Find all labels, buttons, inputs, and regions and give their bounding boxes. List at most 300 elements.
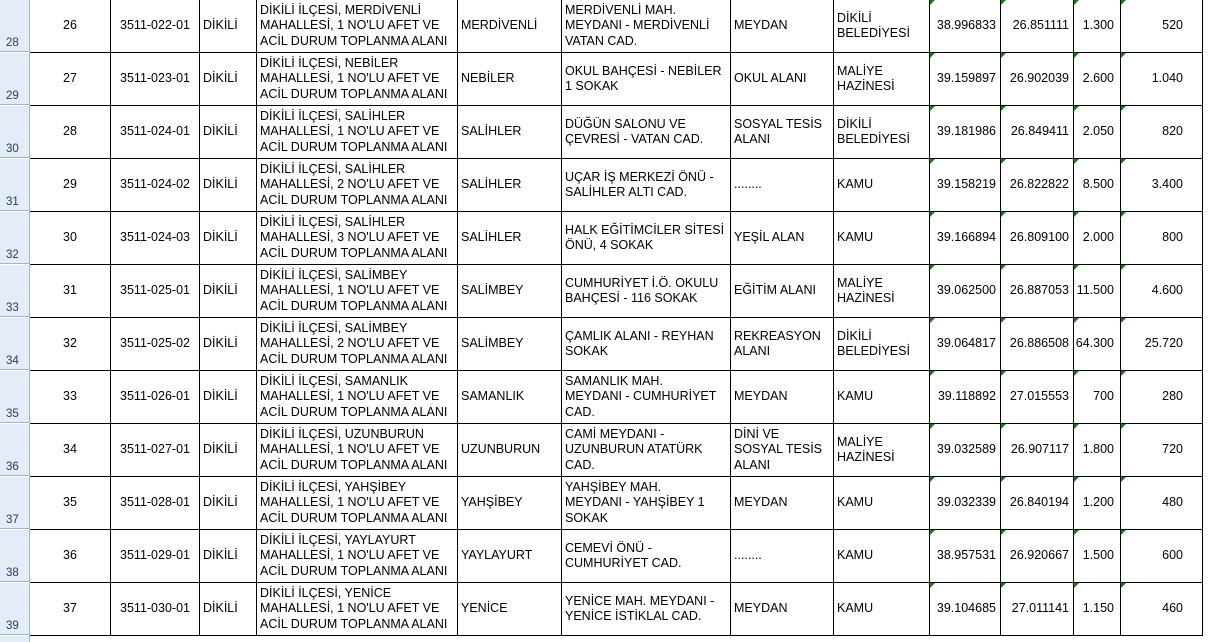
area-size-cell-text: 2.000: [1082, 230, 1114, 245]
neighborhood-cell[interactable]: [458, 371, 562, 424]
neighborhood-cell-text: YAYLAYURT: [461, 548, 533, 563]
number-as-text-indicator-icon: [1074, 265, 1079, 270]
area-name-cell-text: DİKİLİ İLÇESİ, UZUNBURUN MAHALLESİ, 1 NO'LU AFET VE ACİL DURUM TOPLANMA ALANI: [260, 426, 448, 472]
longitude-cell-text: 26.920667: [1009, 548, 1069, 563]
neighborhood-cell[interactable]: [458, 212, 562, 265]
table-row[interactable]: [0, 371, 1209, 424]
area-name-cell-text: DİKİLİ İLÇESİ, SALİMBEY MAHALLESİ, 1 NO'LU AFET VE ACİL DURUM TOPLANMA ALANI: [260, 267, 448, 313]
number-as-text-indicator-icon: [930, 424, 935, 429]
number-as-text-indicator-icon: [1121, 159, 1126, 164]
row-header-label: 33: [6, 302, 19, 314]
area-name-cell[interactable]: [257, 318, 458, 371]
capacity-cell-text: 600: [1162, 548, 1183, 563]
district-cell[interactable]: [200, 583, 257, 636]
longitude-cell[interactable]: [1001, 530, 1074, 583]
row-header[interactable]: [0, 477, 30, 529]
table-row[interactable]: [0, 477, 1209, 530]
row-number-cell[interactable]: [30, 318, 111, 371]
area-name-cell-text: DİKİLİ İLÇESİ, YAYLAYURT MAHALLESİ, 1 NO'LU AFET VE ACİL DURUM TOPLANMA ALANI: [260, 532, 448, 578]
row-header[interactable]: [0, 212, 30, 264]
address-cell[interactable]: [562, 0, 731, 53]
row-number-cell[interactable]: [30, 0, 111, 53]
district-cell-text: DİKİLİ: [203, 548, 238, 563]
row-header[interactable]: [0, 0, 30, 52]
area-name-cell[interactable]: [257, 530, 458, 583]
address-cell[interactable]: [562, 106, 731, 159]
district-cell-text: DİKİLİ: [203, 389, 238, 404]
row-number-cell-text: 26: [63, 18, 77, 33]
area-code-cell-text: 3511-024-01: [120, 124, 190, 139]
capacity-cell[interactable]: [1121, 477, 1203, 530]
district-cell[interactable]: [200, 424, 257, 477]
longitude-cell[interactable]: [1001, 583, 1074, 636]
owner-cell-text: KAMU: [837, 230, 874, 245]
latitude-cell-text: 39.181986: [936, 124, 996, 139]
longitude-cell-text: 26.851111: [1012, 18, 1069, 33]
owner-cell-text: DİKİLİ BELEDİYESİ: [837, 328, 910, 358]
latitude-cell[interactable]: [930, 159, 1001, 212]
owner-cell[interactable]: [834, 106, 930, 159]
capacity-cell-text: 4.600: [1151, 283, 1183, 298]
district-cell-text: DİKİLİ: [203, 601, 238, 616]
address-cell-text: YAHŞİBEY MAH. MEYDANI - YAHŞİBEY 1 SOKAK: [565, 479, 705, 525]
capacity-cell[interactable]: [1121, 159, 1203, 212]
number-as-text-indicator-icon: [930, 53, 935, 58]
district-cell-text: DİKİLİ: [203, 442, 238, 457]
capacity-cell[interactable]: [1121, 424, 1203, 477]
latitude-cell-text: 39.032339: [936, 495, 996, 510]
area-size-cell-text: 1.800: [1082, 442, 1114, 457]
latitude-cell[interactable]: [930, 424, 1001, 477]
area-size-cell[interactable]: [1074, 0, 1121, 53]
table-row[interactable]: [0, 583, 1209, 636]
latitude-cell-text: 39.159897: [936, 71, 996, 86]
row-header[interactable]: [0, 53, 30, 105]
area-type-cell-text: REKREASYON ALANI: [734, 328, 821, 358]
neighborhood-cell[interactable]: [458, 53, 562, 106]
longitude-cell[interactable]: [1001, 477, 1074, 530]
capacity-cell-text: 460: [1162, 601, 1183, 616]
area-type-cell-text: MEYDAN: [734, 18, 788, 33]
row-header-label: 39: [6, 620, 19, 632]
area-code-cell[interactable]: [111, 106, 200, 159]
capacity-cell[interactable]: [1121, 318, 1203, 371]
owner-cell-text: MALİYE HAZİNESİ: [837, 275, 895, 305]
area-code-cell-text: 3511-023-01: [120, 71, 190, 86]
address-cell-text: CAMİ MEYDANI - UZUNBURUN ATATÜRK CAD.: [565, 426, 703, 472]
area-code-cell[interactable]: [111, 371, 200, 424]
neighborhood-cell-text: MERDİVENLİ: [461, 18, 538, 33]
number-as-text-indicator-icon: [1001, 477, 1006, 482]
address-cell[interactable]: [562, 583, 731, 636]
area-code-cell-text: 3511-022-01: [120, 18, 190, 33]
district-cell-text: DİKİLİ: [203, 71, 238, 86]
area-type-cell[interactable]: [731, 371, 834, 424]
row-header[interactable]: [0, 265, 30, 317]
number-as-text-indicator-icon: [1121, 530, 1126, 535]
area-name-cell[interactable]: [257, 159, 458, 212]
area-type-cell[interactable]: [731, 106, 834, 159]
area-name-cell[interactable]: [257, 106, 458, 159]
latitude-cell[interactable]: [930, 318, 1001, 371]
number-as-text-indicator-icon: [1121, 477, 1126, 482]
latitude-cell-text: 38.957531: [936, 548, 996, 563]
address-cell-text: YENİCE MAH. MEYDANI - YENİCE İSTİKLAL CAD.: [565, 593, 715, 623]
neighborhood-cell[interactable]: [458, 583, 562, 636]
row-header-label: 31: [6, 196, 19, 208]
longitude-cell[interactable]: [1001, 424, 1074, 477]
area-name-cell-text: DİKİLİ İLÇESİ, MERDİVENLİ MAHALLESİ, 1 NO'LU AFET VE ACİL DURUM TOPLANMA ALANI: [260, 2, 448, 48]
area-code-cell-text: 3511-026-01: [120, 389, 190, 404]
address-cell[interactable]: [562, 530, 731, 583]
row-header[interactable]: [0, 106, 30, 158]
area-size-cell[interactable]: [1074, 53, 1121, 106]
row-number-cell-text: 36: [63, 548, 77, 563]
capacity-cell[interactable]: [1121, 212, 1203, 265]
area-code-cell[interactable]: [111, 583, 200, 636]
owner-cell[interactable]: [834, 424, 930, 477]
number-as-text-indicator-icon: [1121, 265, 1126, 270]
latitude-cell[interactable]: [930, 212, 1001, 265]
area-code-cell-text: 3511-024-02: [120, 177, 190, 192]
latitude-cell[interactable]: [930, 106, 1001, 159]
number-as-text-indicator-icon: [1001, 424, 1006, 429]
address-cell-text: CUMHURİYET İ.Ö. OKULU BAHÇESİ - 116 SOKAK: [565, 275, 719, 305]
neighborhood-cell-text: SALİHLER: [461, 124, 522, 139]
row-number-cell[interactable]: [30, 371, 111, 424]
area-code-cell[interactable]: [111, 424, 200, 477]
area-code-cell[interactable]: [111, 477, 200, 530]
district-cell-text: DİKİLİ: [203, 283, 238, 298]
row-number-cell-text: 29: [63, 177, 77, 192]
row-number-cell-text: 32: [63, 336, 77, 351]
district-cell[interactable]: [200, 106, 257, 159]
area-type-cell-text: YEŞİL ALAN: [734, 230, 805, 245]
area-code-cell[interactable]: [111, 159, 200, 212]
row-header[interactable]: [0, 636, 30, 642]
table-row[interactable]: [0, 212, 1209, 265]
owner-cell-text: MALİYE HAZİNESİ: [837, 434, 895, 464]
district-cell-text: DİKİLİ: [203, 495, 238, 510]
neighborhood-cell[interactable]: [458, 477, 562, 530]
address-cell[interactable]: [562, 265, 731, 318]
address-cell[interactable]: [562, 159, 731, 212]
number-as-text-indicator-icon: [1074, 159, 1079, 164]
neighborhood-cell-text: YENİCE: [461, 601, 508, 616]
longitude-cell-text: 26.840194: [1009, 495, 1069, 510]
area-size-cell[interactable]: [1074, 159, 1121, 212]
neighborhood-cell-text: YAHŞİBEY: [461, 495, 523, 510]
area-name-cell[interactable]: [257, 583, 458, 636]
longitude-cell[interactable]: [1001, 265, 1074, 318]
number-as-text-indicator-icon: [930, 106, 935, 111]
owner-cell[interactable]: [834, 318, 930, 371]
capacity-cell-text: 480: [1162, 495, 1183, 510]
address-cell[interactable]: [562, 212, 731, 265]
district-cell[interactable]: [200, 159, 257, 212]
latitude-cell[interactable]: [930, 265, 1001, 318]
owner-cell[interactable]: [834, 53, 930, 106]
area-size-cell[interactable]: [1074, 371, 1121, 424]
row-header-label: 35: [6, 408, 19, 420]
area-code-cell-text: 3511-030-01: [120, 601, 190, 616]
latitude-cell[interactable]: [930, 477, 1001, 530]
row-header[interactable]: [0, 583, 30, 635]
longitude-cell-text: 26.809100: [1009, 230, 1069, 245]
number-as-text-indicator-icon: [930, 159, 935, 164]
district-cell[interactable]: [200, 477, 257, 530]
latitude-cell[interactable]: [930, 530, 1001, 583]
number-as-text-indicator-icon: [1001, 106, 1006, 111]
number-as-text-indicator-icon: [1121, 106, 1126, 111]
row-number-cell-text: 34: [63, 442, 77, 457]
row-number-cell[interactable]: [30, 106, 111, 159]
table-row[interactable]: [0, 424, 1209, 477]
owner-cell-text: DİKİLİ BELEDİYESİ: [837, 116, 910, 146]
capacity-cell-text: 1.040: [1151, 71, 1183, 86]
row-number-cell[interactable]: [30, 212, 111, 265]
address-cell[interactable]: [562, 318, 731, 371]
area-code-cell-text: 3511-025-02: [120, 336, 190, 351]
capacity-cell[interactable]: [1121, 0, 1203, 53]
table-row[interactable]: [0, 53, 1209, 106]
area-type-cell[interactable]: [731, 477, 834, 530]
area-code-cell[interactable]: [111, 0, 200, 53]
row-header-label: 29: [6, 90, 19, 102]
number-as-text-indicator-icon: [1001, 265, 1006, 270]
area-name-cell[interactable]: [257, 53, 458, 106]
area-size-cell-text: 2.600: [1082, 71, 1114, 86]
address-cell[interactable]: [562, 477, 731, 530]
area-size-cell[interactable]: [1074, 530, 1121, 583]
area-type-cell[interactable]: [731, 265, 834, 318]
row-header[interactable]: [0, 530, 30, 582]
capacity-cell[interactable]: [1121, 106, 1203, 159]
table-row[interactable]: [0, 159, 1209, 212]
owner-cell[interactable]: [834, 212, 930, 265]
row-number-cell[interactable]: [30, 159, 111, 212]
neighborhood-cell[interactable]: [458, 318, 562, 371]
area-name-cell[interactable]: [257, 265, 458, 318]
neighborhood-cell-text: SALİMBEY: [461, 336, 524, 351]
area-size-cell[interactable]: [1074, 106, 1121, 159]
table-row[interactable]: [0, 0, 1209, 53]
district-cell[interactable]: [200, 212, 257, 265]
area-size-cell-text: 2.050: [1082, 124, 1114, 139]
longitude-cell[interactable]: [1001, 0, 1074, 53]
owner-cell[interactable]: [834, 371, 930, 424]
address-cell[interactable]: [562, 53, 731, 106]
district-cell[interactable]: [200, 318, 257, 371]
area-size-cell-text: 1.150: [1082, 601, 1114, 616]
owner-cell[interactable]: [834, 530, 930, 583]
area-name-cell-text: DİKİLİ İLÇESİ, NEBİLER MAHALLESİ, 1 NO'LU AFET VE ACİL DURUM TOPLANMA ALANI: [260, 55, 448, 101]
neighborhood-cell[interactable]: [458, 0, 562, 53]
latitude-cell-text: 39.062500: [936, 283, 996, 298]
neighborhood-cell[interactable]: [458, 106, 562, 159]
area-code-cell[interactable]: [111, 53, 200, 106]
capacity-cell[interactable]: [1121, 583, 1203, 636]
table-row[interactable]: [0, 318, 1209, 371]
longitude-cell[interactable]: [1001, 106, 1074, 159]
number-as-text-indicator-icon: [930, 583, 935, 588]
district-cell[interactable]: [200, 371, 257, 424]
district-cell-text: DİKİLİ: [203, 177, 238, 192]
neighborhood-cell[interactable]: [458, 530, 562, 583]
row-header[interactable]: [0, 424, 30, 476]
owner-cell[interactable]: [834, 583, 930, 636]
row-number-cell-text: 31: [63, 283, 77, 298]
latitude-cell[interactable]: [930, 53, 1001, 106]
area-type-cell[interactable]: [731, 318, 834, 371]
area-size-cell[interactable]: [1074, 583, 1121, 636]
area-type-cell[interactable]: [731, 530, 834, 583]
neighborhood-cell-text: SALİHLER: [461, 177, 522, 192]
row-number-cell[interactable]: [30, 583, 111, 636]
number-as-text-indicator-icon: [1121, 53, 1126, 58]
address-cell[interactable]: [562, 371, 731, 424]
capacity-cell[interactable]: [1121, 371, 1203, 424]
area-size-cell-text: 1.500: [1082, 548, 1114, 563]
number-as-text-indicator-icon: [930, 265, 935, 270]
number-as-text-indicator-icon: [930, 0, 935, 5]
area-code-cell[interactable]: [111, 530, 200, 583]
table-row[interactable]: [0, 106, 1209, 159]
longitude-cell[interactable]: [1001, 212, 1074, 265]
area-code-cell[interactable]: [111, 212, 200, 265]
owner-cell[interactable]: [834, 0, 930, 53]
table-row[interactable]: [0, 530, 1209, 583]
area-name-cell[interactable]: [257, 477, 458, 530]
area-code-cell-text: 3511-029-01: [120, 548, 190, 563]
number-as-text-indicator-icon: [1001, 53, 1006, 58]
area-size-cell[interactable]: [1074, 318, 1121, 371]
number-as-text-indicator-icon: [1121, 0, 1126, 5]
row-number-cell-text: 27: [63, 71, 77, 86]
area-size-cell[interactable]: [1074, 424, 1121, 477]
longitude-cell-text: 26.886508: [1009, 336, 1069, 351]
row-number-cell[interactable]: [30, 477, 111, 530]
area-size-cell-text: 1.300: [1082, 18, 1114, 33]
row-header-label: 36: [6, 461, 19, 473]
row-header[interactable]: [0, 318, 30, 370]
number-as-text-indicator-icon: [1121, 318, 1126, 323]
area-size-cell-text: 700: [1093, 389, 1114, 404]
owner-cell[interactable]: [834, 477, 930, 530]
latitude-cell[interactable]: [930, 0, 1001, 53]
area-name-cell-text: DİKİLİ İLÇESİ, SALİHLER MAHALLESİ, 1 NO'LU AFET VE ACİL DURUM TOPLANMA ALANI: [260, 108, 448, 154]
neighborhood-cell[interactable]: [458, 424, 562, 477]
area-type-cell[interactable]: [731, 424, 834, 477]
capacity-cell[interactable]: [1121, 265, 1203, 318]
number-as-text-indicator-icon: [1074, 583, 1079, 588]
row-number-cell[interactable]: [30, 53, 111, 106]
latitude-cell-text: 39.032589: [936, 442, 996, 457]
longitude-cell[interactable]: [1001, 318, 1074, 371]
area-name-cell[interactable]: [257, 371, 458, 424]
capacity-cell-text: 800: [1162, 230, 1183, 245]
area-size-cell[interactable]: [1074, 265, 1121, 318]
number-as-text-indicator-icon: [1121, 371, 1126, 376]
district-cell[interactable]: [200, 0, 257, 53]
number-as-text-indicator-icon: [1001, 159, 1006, 164]
latitude-cell-text: 38.996833: [936, 18, 996, 33]
number-as-text-indicator-icon: [1074, 371, 1079, 376]
district-cell-text: DİKİLİ: [203, 336, 238, 351]
number-as-text-indicator-icon: [930, 477, 935, 482]
table-row[interactable]: [0, 265, 1209, 318]
area-type-cell[interactable]: [731, 159, 834, 212]
capacity-cell[interactable]: [1121, 530, 1203, 583]
longitude-cell[interactable]: [1001, 371, 1074, 424]
longitude-cell[interactable]: [1001, 159, 1074, 212]
row-header[interactable]: [0, 371, 30, 423]
address-cell-text: DÜĞÜN SALONU VE ÇEVRESİ - VATAN CAD.: [565, 116, 704, 146]
neighborhood-cell[interactable]: [458, 265, 562, 318]
address-cell-text: OKUL BAHÇESİ - NEBİLER 1 SOKAK: [565, 63, 722, 93]
area-code-cell-text: 3511-027-01: [120, 442, 190, 457]
address-cell[interactable]: [562, 424, 731, 477]
number-as-text-indicator-icon: [1074, 477, 1079, 482]
longitude-cell[interactable]: [1001, 53, 1074, 106]
area-name-cell[interactable]: [257, 424, 458, 477]
number-as-text-indicator-icon: [930, 371, 935, 376]
address-cell-text: UÇAR İŞ MERKEZİ ÖNÜ - SALİHLER ALTI CAD.: [565, 169, 714, 199]
row-number-cell[interactable]: [30, 530, 111, 583]
area-type-cell[interactable]: [731, 583, 834, 636]
area-type-cell[interactable]: [731, 53, 834, 106]
row-header[interactable]: [0, 159, 30, 211]
row-number-cell-text: 37: [63, 601, 77, 616]
area-type-cell[interactable]: [731, 0, 834, 53]
area-name-cell[interactable]: [257, 0, 458, 53]
district-cell[interactable]: [200, 265, 257, 318]
neighborhood-cell-text: SAMANLIK: [461, 389, 525, 404]
neighborhood-cell-text: SALİMBEY: [461, 283, 524, 298]
area-size-cell-text: 11.500: [1076, 283, 1114, 298]
neighborhood-cell[interactable]: [458, 159, 562, 212]
number-as-text-indicator-icon: [1074, 0, 1079, 5]
number-as-text-indicator-icon: [1121, 424, 1126, 429]
area-name-cell[interactable]: [257, 212, 458, 265]
row-header-label: 37: [6, 514, 19, 526]
number-as-text-indicator-icon: [930, 530, 935, 535]
neighborhood-cell-text: SALİHLER: [461, 230, 522, 245]
area-size-cell[interactable]: [1074, 477, 1121, 530]
capacity-cell-text: 3.400: [1151, 177, 1183, 192]
area-name-cell-text: DİKİLİ İLÇESİ, SAMANLIK MAHALLESİ, 1 NO'LU AFET VE ACİL DURUM TOPLANMA ALANI: [260, 373, 448, 419]
area-name-cell-text: DİKİLİ İLÇESİ, SALİMBEY MAHALLESİ, 2 NO'LU AFET VE ACİL DURUM TOPLANMA ALANI: [260, 320, 448, 366]
area-type-cell[interactable]: [731, 212, 834, 265]
latitude-cell[interactable]: [930, 583, 1001, 636]
latitude-cell[interactable]: [930, 371, 1001, 424]
district-cell[interactable]: [200, 530, 257, 583]
number-as-text-indicator-icon: [1001, 583, 1006, 588]
owner-cell[interactable]: [834, 265, 930, 318]
owner-cell[interactable]: [834, 159, 930, 212]
longitude-cell-text: 26.902039: [1009, 71, 1069, 86]
longitude-cell-text: 26.907117: [1010, 442, 1069, 457]
area-size-cell[interactable]: [1074, 212, 1121, 265]
number-as-text-indicator-icon: [1074, 53, 1079, 58]
area-type-cell-text: ........: [734, 177, 762, 192]
area-code-cell[interactable]: [111, 318, 200, 371]
district-cell[interactable]: [200, 53, 257, 106]
row-number-cell[interactable]: [30, 424, 111, 477]
area-code-cell[interactable]: [111, 265, 200, 318]
row-number-cell[interactable]: [30, 265, 111, 318]
capacity-cell[interactable]: [1121, 53, 1203, 106]
